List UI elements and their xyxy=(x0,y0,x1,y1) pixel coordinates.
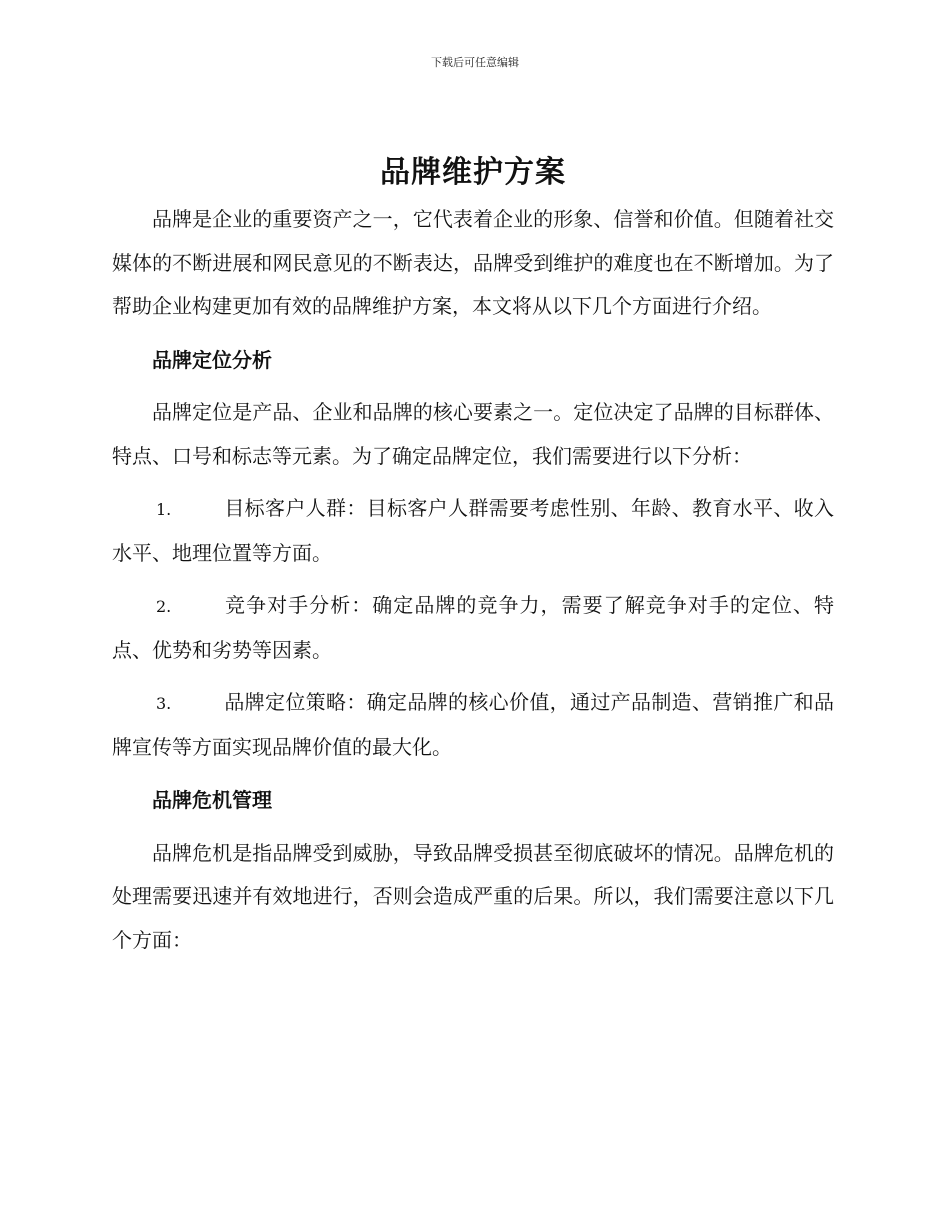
crisis-paragraph: 品牌危机是指品牌受到威胁，导致品牌受损甚至彻底破坏的情况。品牌危机的处理需要迅速并有效地进行，否则会造成严重的后果。所以，我们需要注意以下几个方面： xyxy=(112,840,834,952)
positioning-paragraph: 品牌定位是产品、企业和品牌的核心要素之一。定位决定了品牌的目标群体、特点、口号和标志等元素。为了确定品牌定位，我们需要进行以下分析： xyxy=(112,400,834,468)
list-item-text: 品牌定位策略：确定品牌的核心价值，通过产品制造、营销推广和品牌宣传等方面实现品牌价值的最大化。 xyxy=(112,690,834,759)
list-number: 2. xyxy=(156,597,172,616)
document-title: 品牌维护方案 xyxy=(380,155,566,190)
list-item-text: 目标客户人群：目标客户人群需要考虑性别、年龄、教育水平、收入水平、地理位置等方面。 xyxy=(112,496,834,565)
list-number: 3. xyxy=(156,694,172,713)
list-item xyxy=(112,584,834,672)
list-item-text: 竞争对手分析：确定品牌的竞争力，需要了解竞争对手的定位、特点、优势和劣势等因素。 xyxy=(112,593,834,662)
list-number: 1. xyxy=(156,500,172,519)
section-heading-crisis: 品牌危机管理 xyxy=(152,788,272,812)
list-item xyxy=(112,487,834,575)
list-item xyxy=(112,681,834,769)
header-note: 下载后可任意编辑 xyxy=(431,56,519,69)
document-body xyxy=(112,148,834,962)
intro-paragraph: 品牌是企业的重要资产之一，它代表着企业的形象、信誉和价值。但随着社交媒体的不断进展和网民意见的不断表达，品牌受到维护的难度也在不断增加。为了帮助企业构建更加有效的品牌维护方案，本文将从以下几个方面进行介绍。 xyxy=(112,207,834,318)
section-heading-positioning: 品牌定位分析 xyxy=(152,347,272,372)
